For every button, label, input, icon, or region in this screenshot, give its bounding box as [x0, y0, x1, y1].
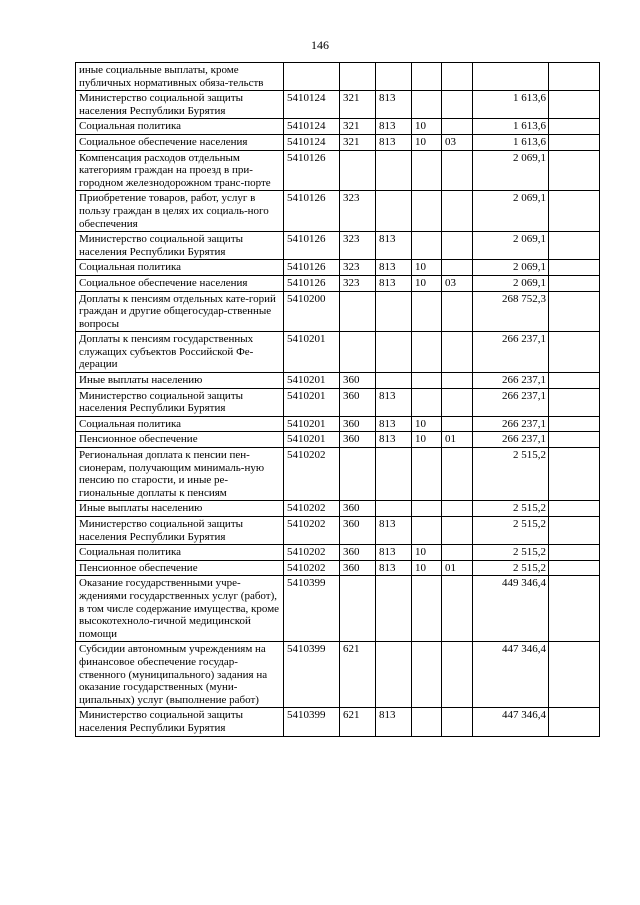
amount-cell: 266 237,1 — [473, 373, 549, 389]
amount-cell: 2 515,2 — [473, 501, 549, 517]
table-body — [76, 63, 600, 737]
empty-cell — [549, 150, 600, 191]
target-article-code-cell: 5410202 — [284, 517, 340, 545]
expense-type-code-cell: 621 — [340, 642, 376, 708]
expense-type-code-cell: 360 — [340, 416, 376, 432]
empty-cell — [549, 63, 600, 91]
row-name-cell: иные социальные выплаты, кроме публичных нормативных обяза-тельств — [76, 63, 284, 91]
amount-cell: 2 515,2 — [473, 517, 549, 545]
empty-cell — [549, 517, 600, 545]
administrator-code-cell: 813 — [376, 119, 412, 135]
table-row — [76, 260, 600, 276]
section-code-cell: 10 — [412, 560, 442, 576]
table-row — [76, 432, 600, 448]
target-article-code-cell: 5410124 — [284, 119, 340, 135]
target-article-code-cell: 5410124 — [284, 134, 340, 150]
empty-cell — [549, 332, 600, 373]
empty-cell — [549, 448, 600, 501]
row-name-cell: Социальное обеспечение населения — [76, 275, 284, 291]
section-code-cell — [412, 91, 442, 119]
budget-table — [75, 62, 600, 737]
table-row — [76, 416, 600, 432]
table-row — [76, 545, 600, 561]
section-code-cell — [412, 448, 442, 501]
table-row — [76, 150, 600, 191]
row-name-cell: Компенсация расходов отдельным категориям граждан на проезд в при-городном железнодорожном транс-порте — [76, 150, 284, 191]
amount-cell: 2 069,1 — [473, 260, 549, 276]
amount-cell: 266 237,1 — [473, 388, 549, 416]
section-code-cell — [412, 373, 442, 389]
section-code-cell — [412, 576, 442, 642]
table-row — [76, 91, 600, 119]
subsection-code-cell — [442, 291, 473, 332]
empty-cell — [549, 432, 600, 448]
target-article-code-cell: 5410399 — [284, 642, 340, 708]
subsection-code-cell — [442, 260, 473, 276]
expense-type-code-cell — [340, 448, 376, 501]
row-name-cell: Министерство социальной защиты населения Республики Бурятия — [76, 232, 284, 260]
administrator-code-cell — [376, 63, 412, 91]
administrator-code-cell: 813 — [376, 134, 412, 150]
expense-type-code-cell — [340, 576, 376, 642]
row-name-cell: Субсидии автономным учреждениям на финансовое обеспечение государ-ственного (муниципального) задания на оказание государственных (муни-ципальных) услуг (выполнение работ) — [76, 642, 284, 708]
subsection-code-cell — [442, 332, 473, 373]
amount-cell: 2 515,2 — [473, 545, 549, 561]
target-article-code-cell: 5410201 — [284, 373, 340, 389]
row-name-cell: Министерство социальной защиты населения Республики Бурятия — [76, 708, 284, 736]
administrator-code-cell — [376, 291, 412, 332]
subsection-code-cell — [442, 517, 473, 545]
expense-type-code-cell: 323 — [340, 191, 376, 232]
empty-cell — [549, 545, 600, 561]
section-code-cell — [412, 150, 442, 191]
section-code-cell — [412, 332, 442, 373]
subsection-code-cell: 03 — [442, 134, 473, 150]
subsection-code-cell — [442, 388, 473, 416]
section-code-cell — [412, 388, 442, 416]
row-name-cell: Министерство социальной защиты населения Республики Бурятия — [76, 91, 284, 119]
subsection-code-cell — [442, 191, 473, 232]
subsection-code-cell — [442, 501, 473, 517]
amount-cell: 2 069,1 — [473, 150, 549, 191]
target-article-code-cell — [284, 63, 340, 91]
expense-type-code-cell: 323 — [340, 232, 376, 260]
amount-cell: 1 613,6 — [473, 91, 549, 119]
expense-type-code-cell: 360 — [340, 432, 376, 448]
section-code-cell — [412, 232, 442, 260]
expense-type-code-cell: 621 — [340, 708, 376, 736]
empty-cell — [549, 275, 600, 291]
amount-cell: 447 346,4 — [473, 642, 549, 708]
subsection-code-cell — [442, 448, 473, 501]
amount-cell: 266 237,1 — [473, 332, 549, 373]
empty-cell — [549, 291, 600, 332]
empty-cell — [549, 91, 600, 119]
row-name-cell: Доплаты к пенсиям государственных служащих субъектов Российской Фе-дерации — [76, 332, 284, 373]
administrator-code-cell: 813 — [376, 432, 412, 448]
section-code-cell: 10 — [412, 432, 442, 448]
row-name-cell: Социальная политика — [76, 119, 284, 135]
administrator-code-cell: 813 — [376, 260, 412, 276]
subsection-code-cell — [442, 545, 473, 561]
administrator-code-cell — [376, 373, 412, 389]
table-row — [76, 708, 600, 736]
empty-cell — [549, 501, 600, 517]
administrator-code-cell: 813 — [376, 560, 412, 576]
administrator-code-cell: 813 — [376, 388, 412, 416]
subsection-code-cell — [442, 708, 473, 736]
empty-cell — [549, 416, 600, 432]
table-row — [76, 517, 600, 545]
section-code-cell: 10 — [412, 545, 442, 561]
target-article-code-cell: 5410202 — [284, 501, 340, 517]
subsection-code-cell — [442, 416, 473, 432]
amount-cell: 266 237,1 — [473, 416, 549, 432]
row-name-cell: Пенсионное обеспечение — [76, 432, 284, 448]
target-article-code-cell: 5410202 — [284, 545, 340, 561]
amount-cell: 2 515,2 — [473, 560, 549, 576]
row-name-cell: Оказание государственными учре-ждениями государственных услуг (работ), в том числе содержание имущества, кроме высокотехноло-гичной медицинской помощи — [76, 576, 284, 642]
section-code-cell — [412, 642, 442, 708]
target-article-code-cell: 5410201 — [284, 332, 340, 373]
table-row — [76, 642, 600, 708]
section-code-cell — [412, 291, 442, 332]
expense-type-code-cell: 360 — [340, 388, 376, 416]
amount-cell: 268 752,3 — [473, 291, 549, 332]
table-row — [76, 119, 600, 135]
target-article-code-cell: 5410126 — [284, 150, 340, 191]
target-article-code-cell: 5410200 — [284, 291, 340, 332]
administrator-code-cell: 813 — [376, 91, 412, 119]
table-row — [76, 275, 600, 291]
amount-cell: 2 069,1 — [473, 191, 549, 232]
amount-cell: 447 346,4 — [473, 708, 549, 736]
expense-type-code-cell — [340, 150, 376, 191]
table-row — [76, 191, 600, 232]
empty-cell — [549, 373, 600, 389]
subsection-code-cell — [442, 91, 473, 119]
administrator-code-cell: 813 — [376, 708, 412, 736]
table-row — [76, 388, 600, 416]
row-name-cell: Иные выплаты населению — [76, 373, 284, 389]
subsection-code-cell: 03 — [442, 275, 473, 291]
expense-type-code-cell — [340, 63, 376, 91]
row-name-cell: Социальная политика — [76, 416, 284, 432]
page-number: 146 — [311, 38, 329, 52]
expense-type-code-cell: 321 — [340, 134, 376, 150]
target-article-code-cell: 5410399 — [284, 576, 340, 642]
target-article-code-cell: 5410202 — [284, 448, 340, 501]
table-row — [76, 448, 600, 501]
row-name-cell: Министерство социальной защиты населения Республики Бурятия — [76, 388, 284, 416]
target-article-code-cell: 5410201 — [284, 432, 340, 448]
expense-type-code-cell: 360 — [340, 373, 376, 389]
amount-cell — [473, 63, 549, 91]
row-name-cell: Социальное обеспечение населения — [76, 134, 284, 150]
empty-cell — [549, 232, 600, 260]
subsection-code-cell — [442, 63, 473, 91]
expense-type-code-cell — [340, 291, 376, 332]
administrator-code-cell — [376, 191, 412, 232]
section-code-cell — [412, 517, 442, 545]
empty-cell — [549, 642, 600, 708]
amount-cell: 2 069,1 — [473, 232, 549, 260]
table-row — [76, 291, 600, 332]
subsection-code-cell — [442, 232, 473, 260]
expense-type-code-cell: 360 — [340, 501, 376, 517]
table-row — [76, 232, 600, 260]
row-name-cell: Иные выплаты населению — [76, 501, 284, 517]
section-code-cell: 10 — [412, 275, 442, 291]
section-code-cell — [412, 191, 442, 232]
administrator-code-cell: 813 — [376, 545, 412, 561]
expense-type-code-cell: 321 — [340, 119, 376, 135]
target-article-code-cell: 5410126 — [284, 191, 340, 232]
empty-cell — [549, 560, 600, 576]
empty-cell — [549, 708, 600, 736]
row-name-cell: Приобретение товаров, работ, услуг в пользу граждан в целях их социаль-ного обеспечения — [76, 191, 284, 232]
amount-cell: 266 237,1 — [473, 432, 549, 448]
subsection-code-cell: 01 — [442, 560, 473, 576]
target-article-code-cell: 5410201 — [284, 416, 340, 432]
administrator-code-cell — [376, 448, 412, 501]
subsection-code-cell — [442, 576, 473, 642]
administrator-code-cell: 813 — [376, 517, 412, 545]
target-article-code-cell: 5410202 — [284, 560, 340, 576]
table-row — [76, 501, 600, 517]
administrator-code-cell — [376, 576, 412, 642]
expense-type-code-cell: 321 — [340, 91, 376, 119]
section-code-cell — [412, 708, 442, 736]
administrator-code-cell: 813 — [376, 416, 412, 432]
empty-cell — [549, 191, 600, 232]
table-row — [76, 576, 600, 642]
expense-type-code-cell: 360 — [340, 560, 376, 576]
expense-type-code-cell — [340, 332, 376, 373]
expense-type-code-cell: 360 — [340, 517, 376, 545]
target-article-code-cell: 5410126 — [284, 275, 340, 291]
section-code-cell: 10 — [412, 119, 442, 135]
target-article-code-cell: 5410126 — [284, 232, 340, 260]
row-name-cell: Социальная политика — [76, 260, 284, 276]
amount-cell: 2 515,2 — [473, 448, 549, 501]
amount-cell: 1 613,6 — [473, 119, 549, 135]
empty-cell — [549, 119, 600, 135]
subsection-code-cell — [442, 642, 473, 708]
section-code-cell — [412, 501, 442, 517]
table-row — [76, 134, 600, 150]
table-row — [76, 63, 600, 91]
section-code-cell — [412, 63, 442, 91]
expense-type-code-cell: 323 — [340, 275, 376, 291]
subsection-code-cell — [442, 373, 473, 389]
table-row — [76, 332, 600, 373]
administrator-code-cell — [376, 642, 412, 708]
administrator-code-cell — [376, 150, 412, 191]
row-name-cell: Министерство социальной защиты населения Республики Бурятия — [76, 517, 284, 545]
row-name-cell: Пенсионное обеспечение — [76, 560, 284, 576]
subsection-code-cell: 01 — [442, 432, 473, 448]
row-name-cell: Доплаты к пенсиям отдельных кате-горий граждан и другие общегосудар-ственные вопросы — [76, 291, 284, 332]
target-article-code-cell: 5410124 — [284, 91, 340, 119]
administrator-code-cell — [376, 501, 412, 517]
amount-cell: 449 346,4 — [473, 576, 549, 642]
empty-cell — [549, 260, 600, 276]
amount-cell: 1 613,6 — [473, 134, 549, 150]
subsection-code-cell — [442, 150, 473, 191]
expense-type-code-cell: 360 — [340, 545, 376, 561]
table-row — [76, 560, 600, 576]
target-article-code-cell: 5410126 — [284, 260, 340, 276]
empty-cell — [549, 134, 600, 150]
target-article-code-cell: 5410399 — [284, 708, 340, 736]
section-code-cell: 10 — [412, 134, 442, 150]
administrator-code-cell: 813 — [376, 275, 412, 291]
empty-cell — [549, 388, 600, 416]
table-row — [76, 373, 600, 389]
section-code-cell: 10 — [412, 416, 442, 432]
subsection-code-cell — [442, 119, 473, 135]
administrator-code-cell — [376, 332, 412, 373]
empty-cell — [549, 576, 600, 642]
amount-cell: 2 069,1 — [473, 275, 549, 291]
expense-type-code-cell: 323 — [340, 260, 376, 276]
target-article-code-cell: 5410201 — [284, 388, 340, 416]
administrator-code-cell: 813 — [376, 232, 412, 260]
row-name-cell: Социальная политика — [76, 545, 284, 561]
row-name-cell: Региональная доплата к пенсии пен-сионерам, получающим минималь-ную пенсию по старости, и иные ре-гиональные доплаты к пенсиям — [76, 448, 284, 501]
section-code-cell: 10 — [412, 260, 442, 276]
